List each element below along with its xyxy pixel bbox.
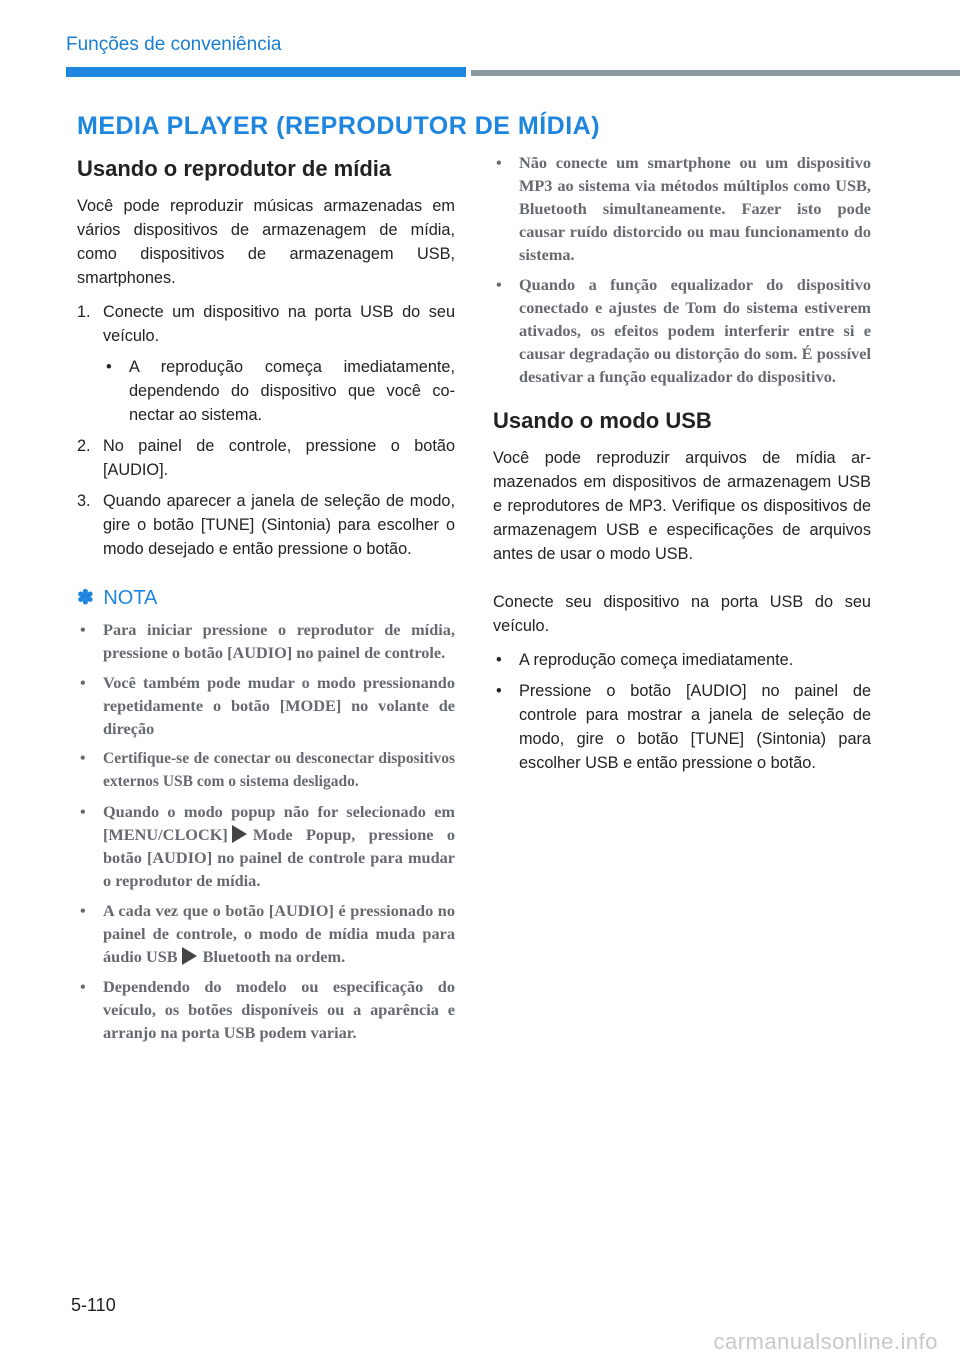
- spacer: [493, 576, 871, 590]
- step-number: 3.: [77, 492, 91, 510]
- note-text: Dependendo do modelo ou especificação do veículo, os botões disponíveis ou a aparência e arranjo na porta USB podem variar.: [103, 977, 455, 1042]
- bullet-marker: •: [496, 651, 502, 669]
- bullet-marker: •: [80, 977, 86, 996]
- bullet-marker: •: [80, 750, 86, 767]
- step-text: Conecte um dispositivo na porta USB do seu veículo.: [103, 303, 455, 345]
- header-bar-blue: [66, 67, 466, 77]
- header-bar-gray: [471, 70, 960, 76]
- note-text: Certifique-se de conectar ou desconectar dispositivos externos USB com o sistema desligado.: [103, 750, 455, 790]
- caution-text: Não conecte um smartphone ou um dispositivo MP3 ao sistema via métodos múltiplos como USB, Bluetooth simultaneamente. Fazer isto pode causar ruído distorcido ou mau funcionamento do sistema.: [519, 153, 871, 264]
- sub-bullet-text: A reprodução começa imediatamente, dependendo do dispositivo que você conectar ao sistema.: [129, 358, 455, 424]
- page-number: 5-110: [71, 1295, 116, 1315]
- step-text: No painel de controle, pressione o botão [AUDIO].: [103, 437, 455, 479]
- bullet-marker: •: [80, 673, 86, 692]
- usb-bullet-text: A reprodução começa imediatamente.: [519, 651, 794, 669]
- note-text-cont: Bluetooth na ordem.: [202, 947, 346, 966]
- left-column: [77, 156, 455, 1051]
- note-text: Você também pode mudar o modo pressionando repetidamente o botão [MODE] no volante de direção: [103, 673, 455, 738]
- note-item: [77, 800, 455, 892]
- step-item: [77, 300, 455, 348]
- step-text: Quando aparecer a janela de seleção de modo, gire o botão [TUNE] (Sintonia) para escolher o modo desejado e então pressione o botão.: [103, 492, 455, 558]
- note-text: A cada vez que o botão [AUDIO] é pressionado no painel de controle, o modo de mídia muda para áudio USB: [103, 901, 455, 966]
- note-title: NOTA: [103, 587, 158, 609]
- step-sub-bullet: [103, 355, 455, 427]
- media-player-heading: Usando o reprodutor de mídia: [77, 156, 392, 181]
- bullet-marker: •: [496, 682, 502, 700]
- step-number: 1.: [77, 303, 91, 321]
- watermark: carmanualsonline.info: [713, 1329, 938, 1354]
- usb-bullet-text: Pressione o botão [AUDIO] no painel de controle para mostrar a janela de seleção de modo, gire o botão [TUNE] (Sintonia) para escolher USB e então pressione o botão.: [519, 682, 871, 772]
- step-item: [77, 489, 455, 561]
- bullet-marker: •: [496, 153, 502, 172]
- step-item: [77, 434, 455, 482]
- usb-bullet: [493, 648, 871, 672]
- usb-connect-text: Conecte seu dispositivo na porta USB do seu veículo.: [493, 593, 871, 635]
- note-heading: [77, 585, 455, 610]
- bullet-marker: •: [80, 901, 86, 920]
- arrow-right-icon: [182, 947, 197, 965]
- note-item: [77, 975, 455, 1044]
- usb-mode-intro: Você pode reproduzir arquivos de mídia armazenados em dispositivos de armazenagem USB e reprodutores de MP3. Verifique os dispositivos de armazenagem USB e especificações de arquivos antes de usar o modo USB.: [493, 449, 871, 563]
- bullet-marker: •: [496, 275, 502, 294]
- note-item: [77, 671, 455, 740]
- media-player-intro: Você pode reproduzir músicas armazenadas em vários dispositivos de armazenagem de mídia, como dispositivos de armazenagem USB, smartphones.: [77, 197, 455, 287]
- caution-item: [493, 273, 871, 388]
- arrow-right-icon: [232, 825, 247, 843]
- right-column: [493, 151, 871, 782]
- bullet-marker: •: [106, 358, 112, 376]
- note-item: [77, 899, 455, 968]
- running-header: Funções de conveniência: [66, 34, 282, 55]
- bullet-marker: •: [80, 802, 86, 821]
- bullet-marker: •: [80, 620, 86, 639]
- usb-bullet: [493, 679, 871, 775]
- note-text: Para iniciar pressione o reprodutor de mídia, pressione o botão [AUDIO] no painel de controle.: [103, 620, 455, 662]
- step-number: 2.: [77, 437, 91, 455]
- usb-mode-heading: Usando o modo USB: [493, 408, 712, 433]
- note-item: [77, 747, 455, 793]
- caution-text: Quando a função equalizador do dispositivo conectado e ajustes de Tom do sistema estiverem ativados, os efeitos podem interferir entre si e causar degradação ou distorção do som. É possível desativar a função equalizador do dispositivo.: [519, 275, 871, 386]
- note-text: Quando o modo popup não for selecionado em [MENU/CLOCK]: [103, 802, 455, 844]
- note-text-cont: Mode Popup, pressione o botão [AUDIO] no painel de controle para mudar o reprodutor de mídia.: [103, 825, 455, 890]
- caution-item: [493, 151, 871, 266]
- note-marker-icon: ✽: [77, 587, 94, 609]
- note-item: [77, 618, 455, 664]
- section-title: MEDIA PLAYER (REPRODUTOR DE MÍDIA): [77, 112, 601, 140]
